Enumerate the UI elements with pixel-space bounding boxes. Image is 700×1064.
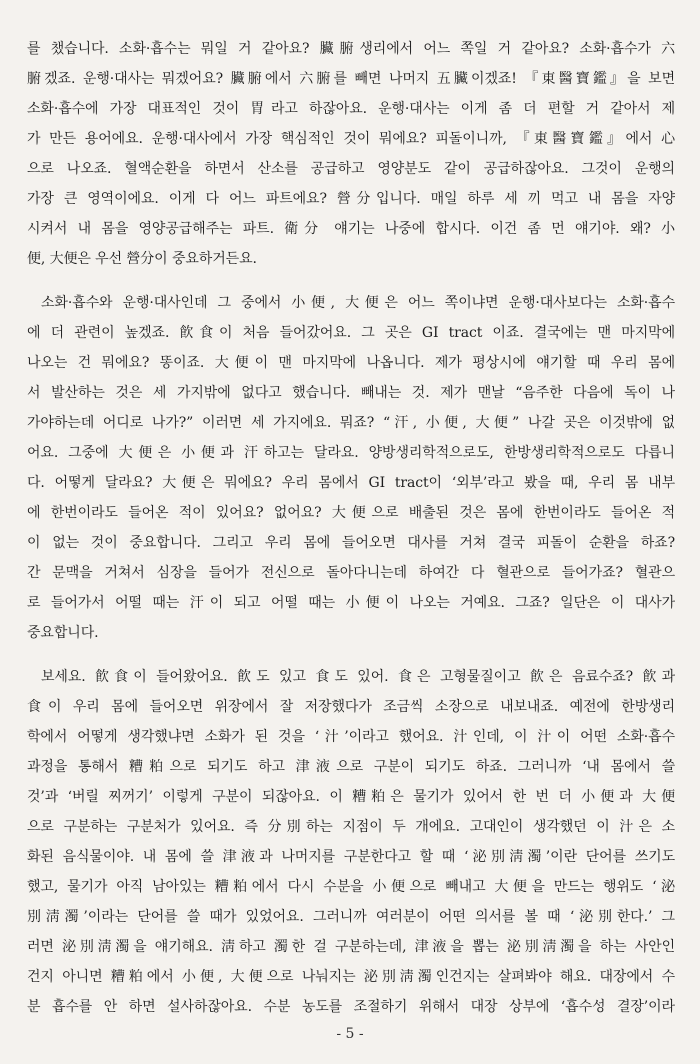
text-line: 했고, 물기가 아직 남아있는 糟粕에서 다시 수분을 小便으로 빼내고 大便을 만드는 행위도 ‘泌 — [27, 879, 675, 895]
text-line: 를 챘습니다. 소화·흡수는 뭐일 거 같아요? 臟腑생리에서 어느 쪽일 거 같아요? 소화·흡수가 六 — [27, 41, 675, 57]
page-number: - 5 - — [336, 1026, 364, 1042]
text-line: 腑겠죠. 운행·대사는 뭐겠어요? 臟腑에서 六腑를 빼면 나머지 五臟이겠죠! 『東醫寶鑑』을 보면 — [27, 71, 675, 87]
paragraph-2 — [27, 288, 675, 648]
text-line: 러면 泌別淸濁을 얘기해요. 淸하고 濁한 걸 구분하는데, 津液을 뽑는 泌別淸濁을 하는 사안인 — [27, 939, 675, 955]
text-line: 이 없는 것이 중요합니다. 그리고 우리 몸에 들어오면 대사를 거쳐 결국 피돌이 순환을 하죠? — [27, 535, 675, 551]
body-text — [27, 34, 675, 1022]
text-line: 가 만든 용어에요. 운행·대사에서 가장 핵심적인 것이 뭐에요? 피돌이니까, 『東醫寶鑑』에서 心 — [27, 131, 675, 147]
text-line: 서 발산하는 것은 세 가지밖에 없다고 했습니다. 빼내는 것. 제가 맨날 “음주한 다음에 독이 나 — [27, 385, 675, 401]
text-line: 別淸濁’이라는 단어를 쓸 때가 있었어요. 그러니까 여러분이 어떤 의서를 볼 때 ‘泌別한다.’ 그 — [27, 909, 675, 925]
text-line: 나오는 건 뭐에요? 똥이죠. 大便이 맨 마지막에 나옵니다. 제가 평상시에 얘기할 때 우리 몸에 — [27, 355, 675, 371]
text-line: 간 문맥을 거쳐서 심장을 들어가 전신으로 돌아다니는데 하여간 다 혈관으로 들어가죠? 혈관으 — [27, 565, 675, 581]
text-line: 건지 아니면 糟粕에서 小便, 大便으로 나눠지는 泌別淸濁인건지는 살펴봐야 해요. 대장에서 수 — [27, 969, 675, 985]
text-line: 으로 구분하는 구분처가 있어요. 즉 分別하는 지점이 두 개에요. 고대인이 생각했던 이 汁은 소 — [27, 819, 675, 835]
text-line: 과정을 통해서 糟粕으로 되기도 하고 津液으로 구분이 되기도 하죠. 그러니까 ‘내 몸에서 쓸 — [27, 759, 675, 775]
paragraph-1 — [27, 34, 675, 274]
text-line: 에 더 관련이 높겠죠. 飮食이 처음 들어갔어요. 그 곳은 GI tract 이죠. 결국에는 맨 마지막에 — [27, 325, 675, 341]
text-line: 시켜서 내 몸을 영양공급해주는 파트. 衛分 얘기는 나중에 합시다. 이건 좀 먼 얘기야. 왜? 小 — [27, 221, 675, 237]
text-line: 소화·흡수와 운행·대사인데 그 중에서 小便, 大便은 어느 쪽이냐면 운행·대사보다는 소화·흡수 — [41, 295, 675, 311]
text-line: 로 들어가서 어떨 때는 汗이 되고 어떨 때는 小便이 나오는 거예요. 그죠? 일단은 이 대사가 — [27, 595, 675, 611]
text-line: 소화·흡수에 가장 대표적인 것이 胃라고 하잖아요. 운행·대사는 이게 좀 더 편할 거 같아서 제 — [27, 101, 675, 117]
text-line: 에 한번이라도 들어온 적이 있어요? 없어요? 大便으로 배출된 것은 몸에 한번이라도 들어온 적 — [27, 505, 675, 521]
text-line: 다. 어떻게 달라요? 大便은 뭐에요? 우리 몸에서 GI tract이 ‘외부’라고 봤을 때, 우리 몸 내부 — [27, 475, 675, 491]
paragraph-gap — [27, 274, 675, 288]
text-line: 학에서 어떻게 생각했냐면 소화가 된 것을 ‘汁’이라고 했어요. 汁인데, 이 汁이 어떤 소화·흡수 — [27, 729, 675, 745]
text-line: 가야하는데 어디로 나가?” 이러면 세 가지에요. 뭐죠? “汗, 小便, 大便” 나갈 곳은 이것밖에 없 — [27, 415, 675, 431]
text-line: 가장 큰 영역이에요. 이게 다 어느 파트에요? 營分입니다. 매일 하루 세 끼 먹고 내 몸을 자양 — [27, 191, 675, 207]
text-line: 으로 나오죠. 혈액순환을 하면서 산소를 공급하고 영양분도 같이 공급하잖아요. 그것이 운행의 — [27, 161, 675, 177]
paragraph-3 — [27, 662, 675, 1022]
text-line: 중요합니다. — [27, 625, 99, 641]
text-line: 화된 음식물이야. 내 몸에 쓸 津液과 나머지를 구분한다고 할 때 ‘泌別淸濁’이란 단어를 쓰기도 — [27, 849, 675, 865]
text-line: 便, 大便은 우선 營分이 중요하거든요. — [27, 251, 257, 267]
text-line: 어요. 그중에 大便은 小便과 汗하고는 달라요. 양방생리학적으로도, 한방생리학적으로도 다릅니 — [27, 445, 675, 461]
paragraph-gap — [27, 648, 675, 662]
text-line: 보세요. 飮食이 들어왔어요. 飮도 있고 食도 있어. 食은 고형물질이고 飮은 음료수죠? 飮과 — [41, 669, 675, 685]
text-line: 분 흡수를 안 하면 설사하잖아요. 수분 농도를 조절하기 위해서 대장 상부에 ‘흡수성 결장’이라 — [27, 999, 675, 1015]
text-line: 食이 우리 몸에 들어오면 위장에서 잘 저장했다가 조금씩 소장으로 내보내죠. 예전에 한방생리 — [27, 699, 675, 715]
text-line: 것’과 ‘버릴 찌꺼기’ 이렇게 구분이 되잖아요. 이 糟粕은 물기가 있어서 한 번 더 小便과 大便 — [27, 789, 675, 805]
